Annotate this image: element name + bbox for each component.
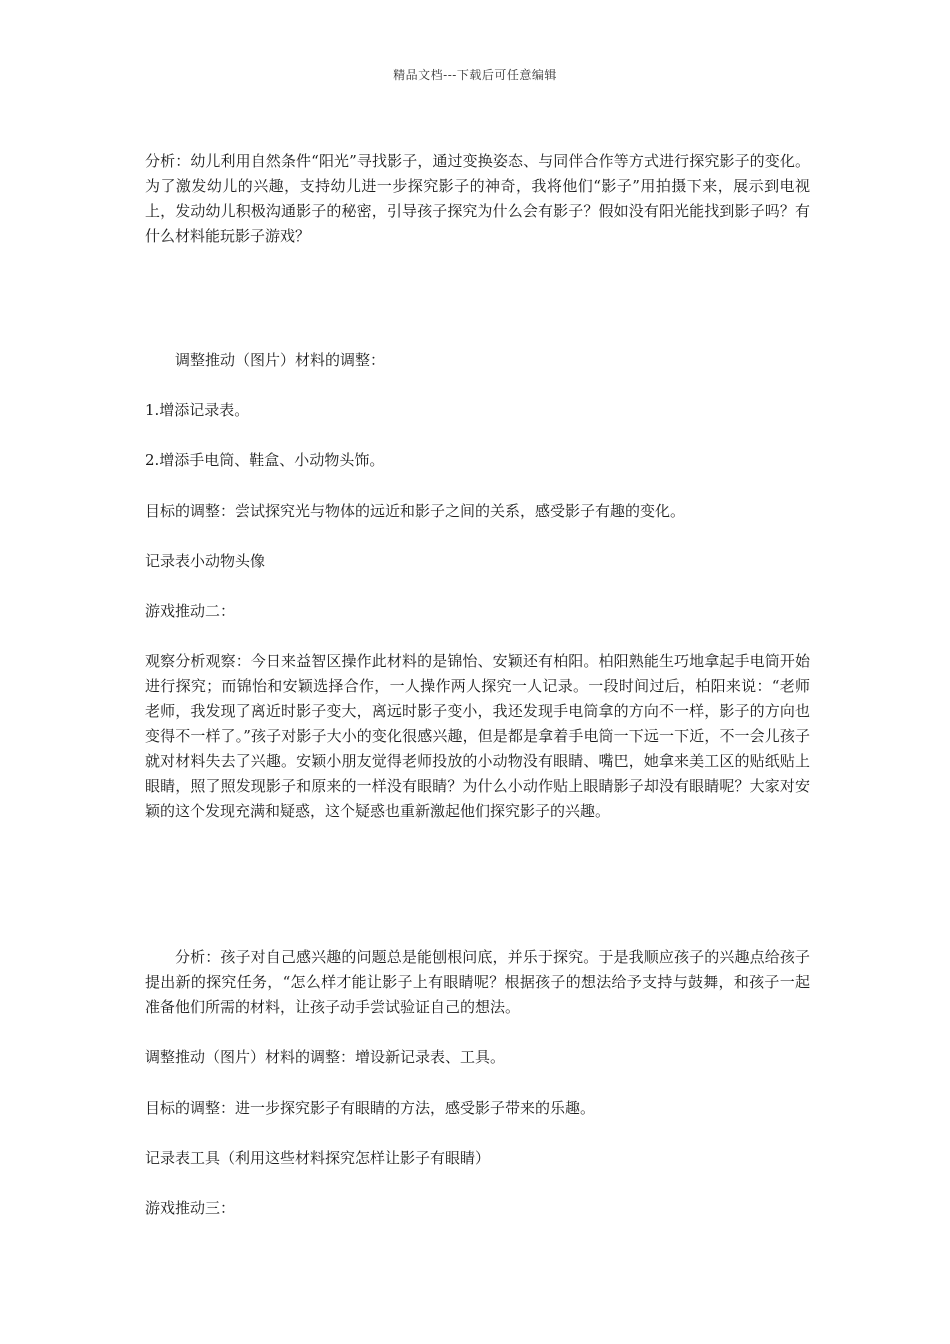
paragraph-goal-adjust-2: 目标的调整：进一步探究影子有眼睛的方法，感受影子带来的乐趣。 (145, 1099, 596, 1117)
paragraph-game-push-3: 游戏推动三： (145, 1199, 236, 1217)
paragraph-adjust-2: 调整推动（图片）材料的调整：增设新记录表、工具。 (145, 1048, 506, 1066)
paragraph-game-push-2: 游戏推动二： (145, 602, 236, 620)
paragraph-analysis-1: 分析：幼儿利用自然条件“阳光”寻找影子，通过变换姿态、与同伴合作等方式进行探究影子的变化。为了激发幼儿的兴趣，支持幼儿进一步探究影子的神奇，我将他们“影子”用拍摄下来，展示到电视上，发动幼儿积极沟通影子的秘密，引导孩子探究为什么会有影子？假如没有阳光能找到影子吗？有什么材料能玩影子游戏？ (145, 152, 810, 245)
paragraph-list-item-2: 2.增添手电筒、鞋盒、小动物头饰。 (145, 451, 385, 469)
paragraph-goal-adjust-1: 目标的调整：尝试探究光与物体的远近和影子之间的关系，感受影子有趣的变化。 (145, 502, 686, 520)
paragraph-record-caption-2: 记录表工具（利用这些材料探究怎样让影子有眼睛） (145, 1149, 491, 1167)
paragraph-list-item-1: 1.增添记录表。 (145, 401, 250, 419)
paragraph-analysis-2: 分析：孩子对自己感兴趣的问题总是能刨根问底，并乐于探究。于是我顺应孩子的兴趣点给孩子提出新的探究任务，“怎么样才能让影子上有眼睛呢？根据孩子的想法给予支持与鼓舞，和孩子一起准备他们所需的材料，让孩子动手尝试验证自己的想法。 (145, 948, 810, 1016)
paragraph-observation: 观察分析观察：今日来益智区操作此材料的是锦怡、安颖还有柏阳。柏阳熟能生巧地拿起手电筒开始进行探究；而锦怡和安颖选择合作，一人操作两人探究一人记录。一段时间过后，柏阳来说：“老师老师，我发现了离近时影子变大，离远时影子变小，我还发现手电筒拿的方向不一样，影子的方向也变得不一样了。”孩子对影子大小的变化很感兴趣，但是都是拿着手电筒一下远一下近，不一会儿孩子就对材料失去了兴趣。安颖小朋友觉得老师投放的小动物没有眼睛、嘴巴，她拿来美工区的贴纸贴上眼睛，照了照发现影子和原来的一样没有眼睛？为什么小动作贴上眼睛影子却没有眼睛呢？大家对安颖的这个发现充满和疑惑，这个疑惑也重新激起他们探究影子的兴趣。 (145, 652, 810, 820)
page-header: 精品文档---下载后可任意编辑 (393, 68, 557, 82)
paragraph-adjust-heading: 调整推动（图片）材料的调整： (175, 351, 386, 369)
paragraph-record-caption-1: 记录表小动物头像 (145, 552, 266, 570)
